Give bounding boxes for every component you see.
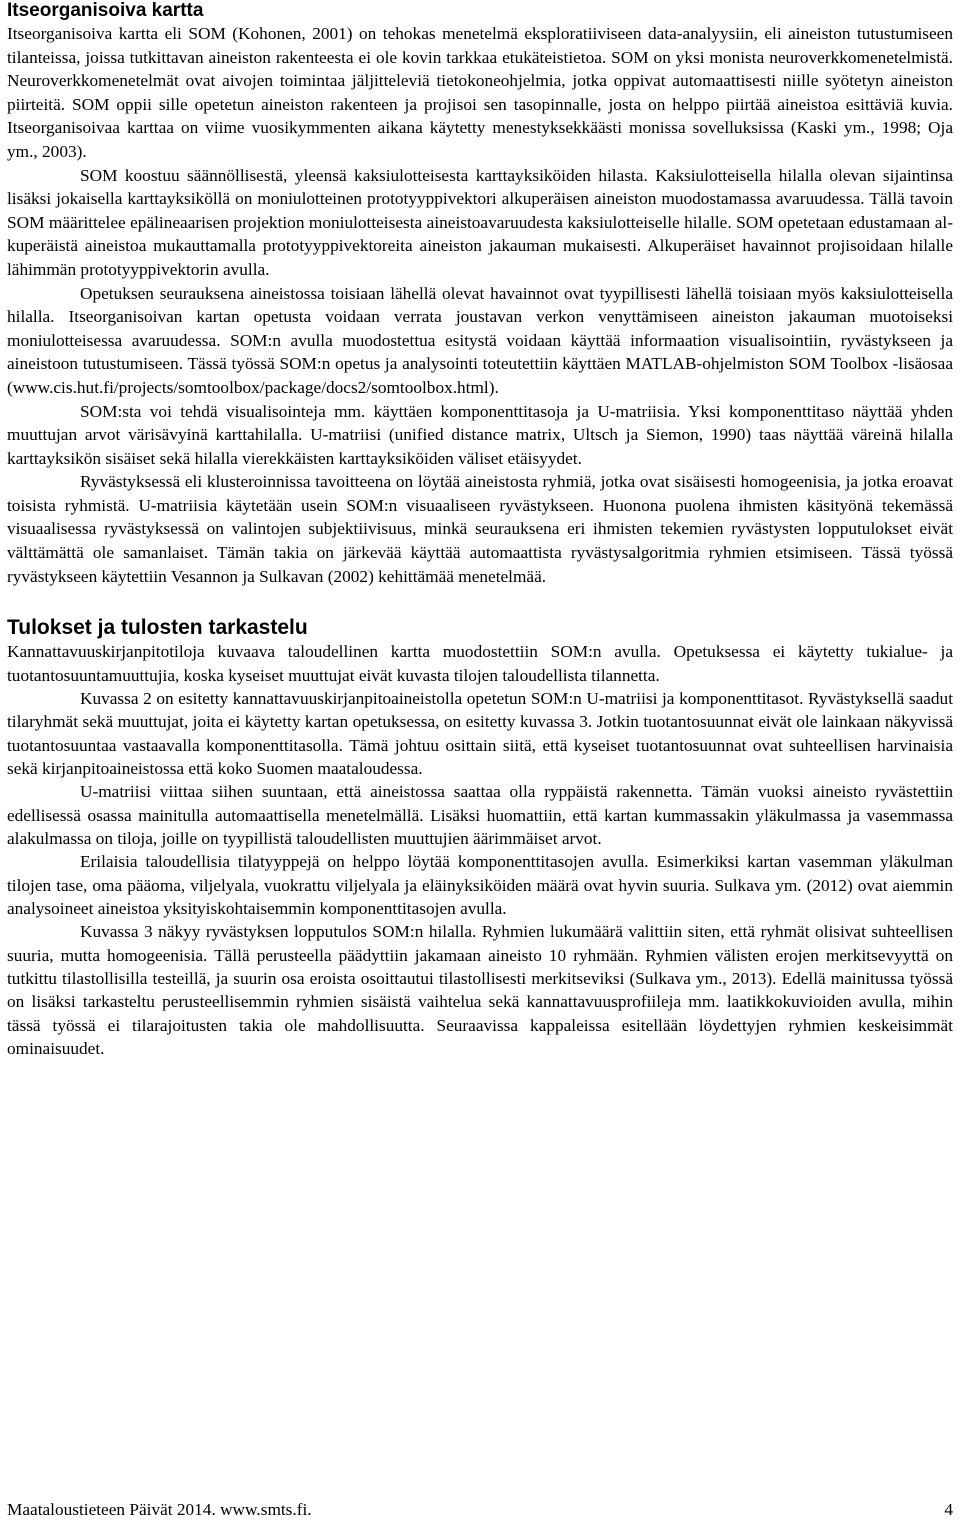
section-results bbox=[7, 616, 953, 1060]
footer-source: Maataloustieteen Päivät 2014. www.smts.fi. bbox=[7, 1500, 312, 1519]
section-heading: Itseorganisoiva kartta bbox=[7, 0, 204, 21]
paragraph: Ryvästyksessä eli klusteroinnissa tavoitteena on löytää aineistosta ryhmiä, jotka ovat sisäisesti homogeenisia, ja jotka eroavat toisista ryhmistä. U-matriisia käytetään usein SOM:n visuaaliseen ryvästykseen. Huonona puolena ihmisten käsityönä tekemässä visuaalisessa ryvästyksessä on valintojen subjektiivisuus, minkä seurauksena eri ihmisten tekemien ryvästysten lopputulokset eivät välttämättä ole samanlaiset. Tämän takia on järkevää käyttää automaattista ryvästysalgoritmia ryhmien etsimiseen. Tässä työssä ryvästykseen käytettiin Vesannon ja Sulkavan (2002) kehittämää menetelmää. bbox=[7, 472, 953, 586]
paragraph: Erilaisia taloudellisia tilatyyppejä on helppo löytää komponenttitasojen avulla. Esimerkiksi kartan vasemman yläkulman tilojen tase, oma pääoma, viljelyala, vuokrattu viljelyala ja eläinyksiköiden määrä ovat hyvin suuria. Sulkava ym. (2012) ovat aiemmin analysoineet aineistoa yksityiskohtaisemmin komponenttitasojen avulla. bbox=[7, 852, 953, 919]
paragraph: Kuvassa 2 on esitetty kannattavuuskirjanpitoaineistolla opetetun SOM:n U-matriisi ja komponenttitasot. Ryvästyksellä saadut tilaryhmät sekä muuttujat, joita ei käytetty kartan opetuksessa, on esitetty kuvassa 3. Jotkin tuotantosuunnat eivät ole lainkaan näkyvissä tuotantosuuntaa vastaavalla komponenttitasolla. Tämä johtuu osittain siitä, että kyseiset tuotantosuunnat ovat suhteellisen harvinaisia sekä kirjanpitoaineistossa että koko Suomen maataloudessa. bbox=[7, 688, 953, 778]
paragraph: Kuvassa 3 näkyy ryvästyksen lopputulos SOM:n hilalla. Ryhmien lukumäärä valittiin siten, että ryhmät olisivat suhteellisen suuria, mutta homogeenisia. Tällä perusteella päädyttiin jakamaan aineisto 10 ryhmään. Ryhmien välisten erojen merkitsevyyttä on tutkittu tilastollisilla testeillä, ja suurin osa eroista osoittautui tilastollisesti merkitseviksi (Sulkava ym., 2013). Edellä mainitussa työssä on lisäksi tarkasteltu perusteellisemmin ryhmien sisäistä vaihtelua sekä kannattavuusprofiileja mm. laatikkokuvioiden avulla, mihin tässä työssä ei tilarajoitusten takia ole mahdollisuutta. Seuraavissa kappaleissa esitellään löydettyjen ryhmien keskeisimmät ominaisuudet. bbox=[7, 922, 953, 1059]
section-self-organizing-map bbox=[7, 0, 953, 588]
page-footer bbox=[7, 1499, 953, 1521]
paragraph: SOM:sta voi tehdä visualisointeja mm. käyttäen komponenttitasoja ja U-matriisia. Yksi komponenttitaso näyttää yhden muuttujan arvot värisävyinä karttahilalla. U-matriisi (unified distance matrix, Ultsch ja Siemon, 1990) taas näyttää väreinä hilalla karttayksikön sisäiset sekä hilalla vierekkäisten karttayksiköiden väliset etäisyydet. bbox=[7, 401, 953, 468]
page-number: 4 bbox=[944, 1500, 953, 1519]
paragraph: Kannattavuuskirjanpitotiloja kuvaava taloudellinen kartta muodostettiin SOM:n avulla. Opetuksessa ei käytetty tukialue- ja tuotantosuuntamuuttujia, koska kyseiset muuttujat eivät kuvasta tilojen taloudellista tilannetta. bbox=[7, 642, 953, 685]
document-page bbox=[7, 0, 953, 1060]
paragraph: SOM koostuu säännöllisestä, yleensä kaksiulotteisesta karttayksiköiden hilasta. Kaksiulotteisella hilalla olevan sijaintinsa lisäksi jokaisella karttayksiköllä on moniulotteinen prototyyppivektori alkuperäisen aineiston muodostamassa avaruudessa. Tällä tavoin SOM määrittelee epälineaarisen projektion moniulotteisesta aineistoavaruudesta kaksiulotteiselle hilalle. SOM opetetaan edustamaan alkuperäistä aineistoa mukauttamalla prototyyppivektoreita aineiston jakauman mukaisesti. Alkuperäiset havainnot projisoidaan hilalle lähimmän prototyyppivektorin avulla. bbox=[7, 165, 953, 279]
paragraph: Itseorganisoiva kartta eli SOM (Kohonen, 2001) on tehokas menetelmä eksploratiiviseen data-analyysiin, eli aineiston tutustumiseen tilanteissa, joissa tutkittavan aineiston rakenteesta ei ole kovin tarkkaa etukäteistietoa. SOM on yksi monista neuroverkkomenetelmistä. Neuroverkkomenetelmät ovat aivojen toimintaa jäljitteleviä tietokoneohjelmia, jotka oppivat automaattisesti niille syötetyn aineiston piirteitä. SOM oppii sille opetetun aineiston rakenteen ja projisoi sen tasopinnalle, josta on helppo piirtää aineistoa esittäviä kuvia. Itseorganisoivaa karttaa on viime vuosikymmenten aikana käytetty menestyksekkäästi monissa sovelluksissa (Kaski ym., 1998; Oja ym., 2003). bbox=[7, 24, 953, 161]
paragraph: Opetuksen seurauksena aineistossa toisiaan lähellä olevat havainnot ovat tyypillisesti lähellä toisiaan myös kaksiulotteisella hilalla. Itseorganisoivan kartan opetusta voidaan verrata joustavan verkon venyttämiseen aineiston jakauman muotoiseksi moniulotteisessa avaruudessa. SOM:n avulla muodostettua esitystä voidaan käyttää informaation visualisointiin, ryvästykseen ja aineistoon tutustumiseen. Tässä työssä SOM:n opetus ja analysointi toteutettiin käyttäen MATLAB-ohjelmiston SOM Toolbox -lisäosaa (www.cis.hut.fi/projects/somtoolbox/package/docs2/somtoolbox.html). bbox=[7, 283, 953, 397]
section-heading: Tulokset ja tulosten tarkastelu bbox=[7, 616, 308, 640]
paragraph: U-matriisi viittaa siihen suuntaan, että aineistossa saattaa olla ryppäistä rakennetta. Tämän vuoksi aineisto ryvästettiin edellisessä osassa mainitulla automaattisella menetelmällä. Lisäksi huomattiin, että kartan kummassakin yläkulmassa ja vasemmassa alakulmassa on tiloja, joille on tyypillistä taloudellisten muuttujien äärimmäiset arvot. bbox=[7, 782, 953, 848]
